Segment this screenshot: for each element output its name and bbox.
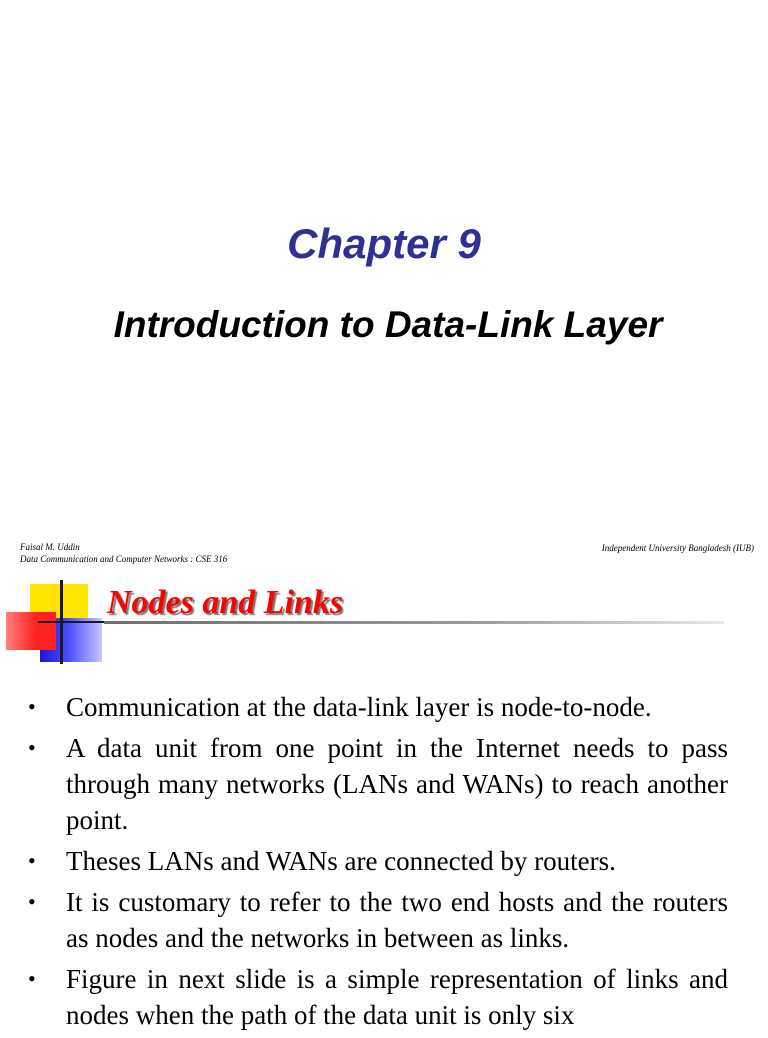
bullet-item — [28, 689, 728, 725]
bullet-dot: • — [28, 966, 36, 991]
bullet-list — [28, 689, 728, 1038]
bullet-text: It is customary to refer to the two end hosts and the routers as nodes and the networks in between as links. — [66, 887, 728, 953]
bullet-dot: • — [28, 889, 36, 914]
header-university: Independent University Bangladesh (IUB) — [601, 543, 754, 553]
bullet-text: A data unit from one point in the Internet needs to pass through many networks (LANs and WANs) to reach another point. — [66, 733, 728, 835]
header-course: Data Communication and Computer Networks : CSE 316 — [20, 554, 228, 564]
bullet-dot: • — [28, 848, 36, 873]
bullet-item — [28, 843, 728, 879]
chapter-subtitle: Introduction to Data-Link Layer — [113, 304, 663, 345]
bullet-text: Communication at the data-link layer is node-to-node. — [66, 692, 652, 722]
chapter-title: Chapter 9 — [287, 220, 481, 267]
bullet-text: Theses LANs and WANs are connected by routers. — [66, 846, 616, 876]
title-underline — [104, 621, 724, 624]
bullet-item — [28, 730, 728, 838]
logo-red-square — [6, 612, 56, 650]
logo-horizontal-line — [38, 621, 106, 623]
content-slide — [0, 530, 768, 1030]
slide-logo-graphic — [0, 580, 110, 670]
bullet-item — [28, 884, 728, 956]
bullet-item — [28, 961, 728, 1033]
bullet-dot: • — [28, 694, 36, 719]
bullet-dot: • — [28, 735, 36, 760]
bullet-text: Figure in next slide is a simple representation of links and nodes when the path of the data unit is only six — [66, 964, 728, 1030]
header-author: Faisal M. Uddin — [20, 542, 80, 552]
section-title: Nodes and Links — [107, 584, 344, 621]
